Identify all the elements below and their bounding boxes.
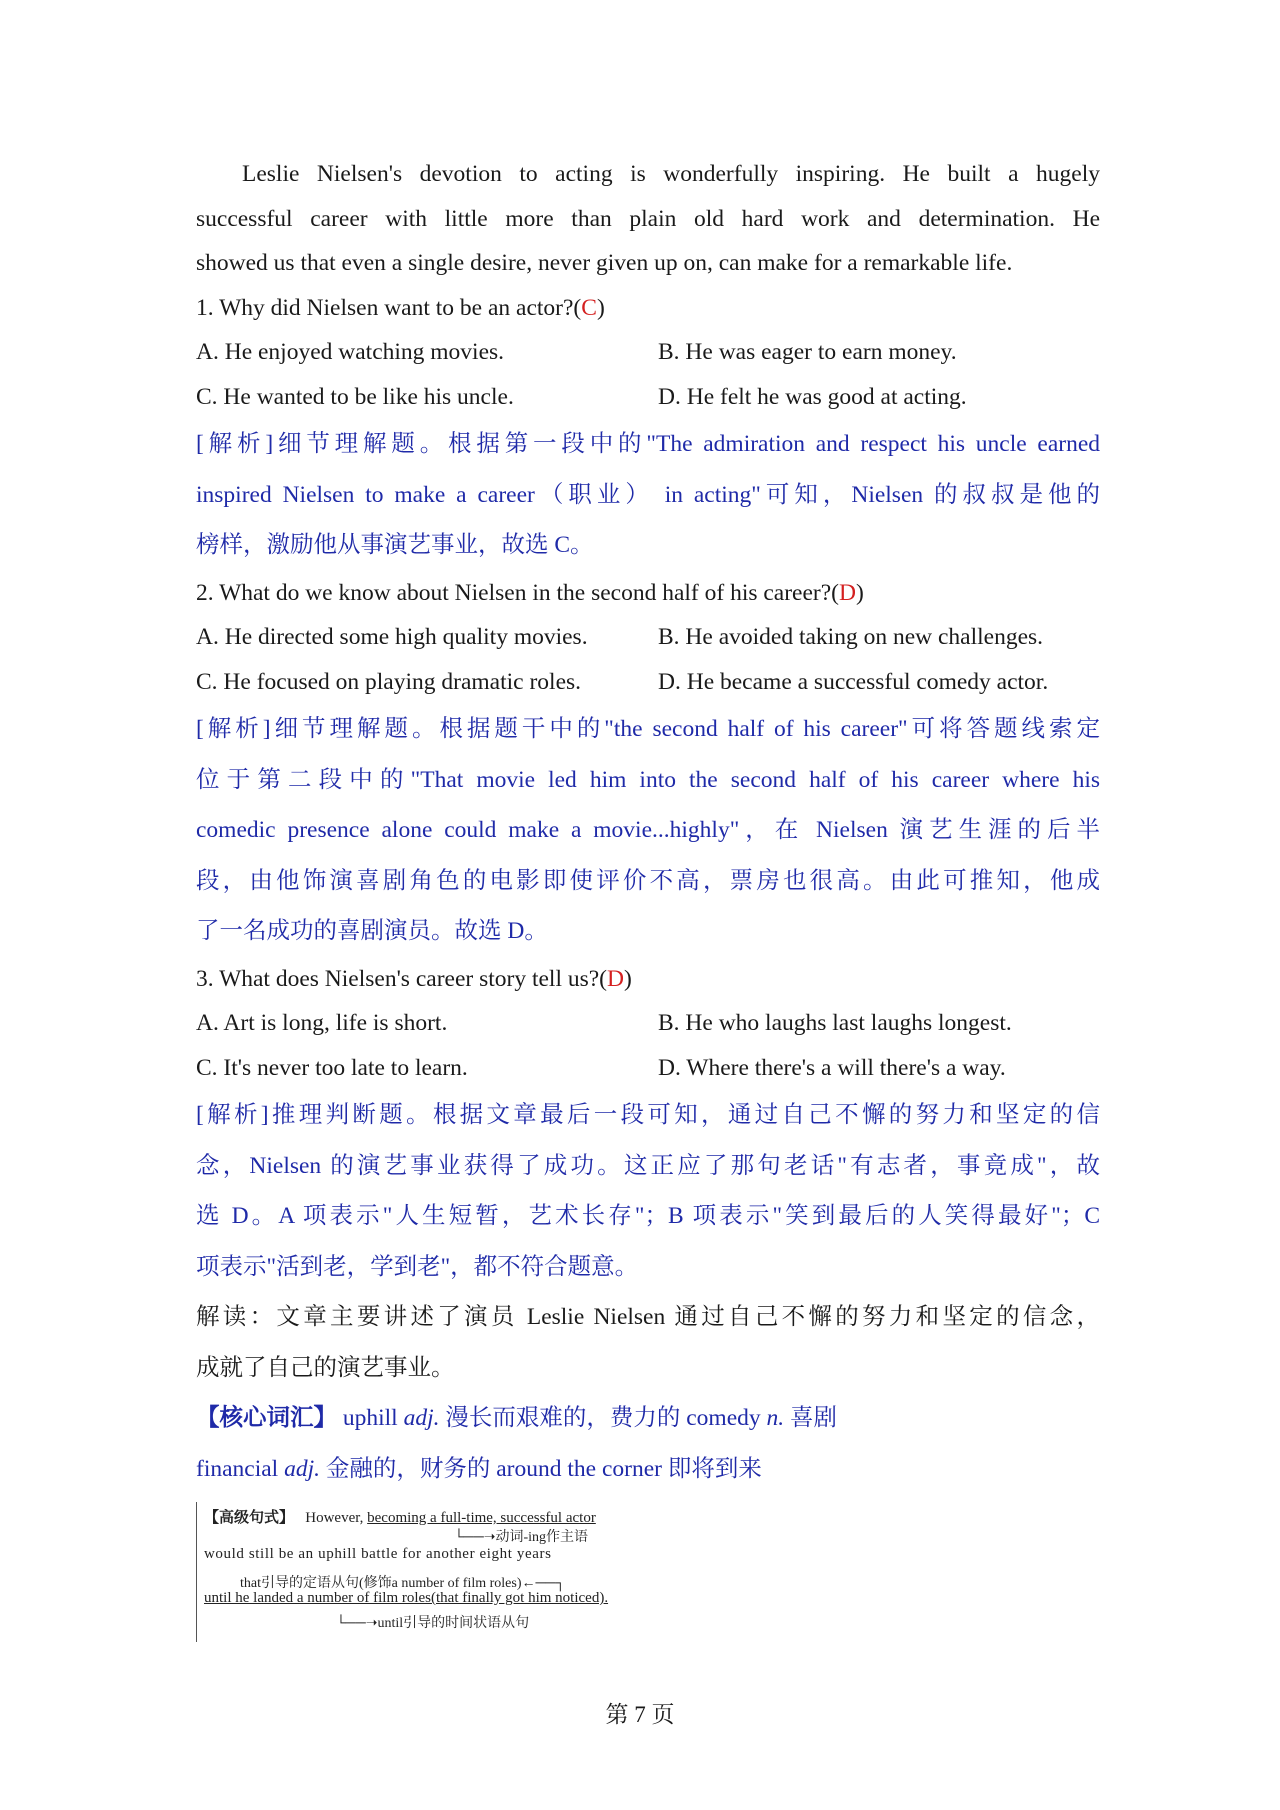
option-a: A. He directed some high quality movies.	[196, 624, 588, 650]
option-c: C. It's never too late to learn.	[196, 1054, 468, 1081]
option-b: B. He avoided taking on new challenges.	[658, 624, 1044, 650]
analysis-line: [解析]细节理解题。根据题干中的"the second half of his career"可将答题线索定	[196, 716, 1100, 742]
option-d: D. Where there's a will there's a way.	[658, 1054, 1006, 1081]
option-b: B. He was eager to earn money.	[658, 339, 957, 365]
vocab-pos: n.	[766, 1405, 785, 1431]
analysis-line: 位于第二段中的"That movie led him into the second half of his career where his	[196, 766, 1100, 793]
question-1-analysis	[196, 419, 1100, 571]
analysis-line: [解析]细节理解题。根据第一段中的"The admiration and respect his uncle earned	[196, 431, 1100, 457]
question-2-analysis	[196, 704, 1100, 957]
grammar-note-1: └──➝动词-ing作主语	[454, 1530, 589, 1545]
vocab-word: financial	[196, 1455, 279, 1482]
option-d: D. He felt he was good at acting.	[658, 383, 967, 410]
summary-line: 成就了自己的演艺事业。	[196, 1354, 455, 1381]
passage-line-1: Leslie Nielsen's devotion to acting is wonderfully inspiring. He built a hugely	[242, 161, 1100, 187]
vocab-tag: 【核心词汇】	[196, 1405, 337, 1431]
vocab-word: comedy	[686, 1405, 761, 1431]
grammar-line-3: until he landed a number of film roles(that finally got him noticed).	[204, 1590, 609, 1606]
option-a: A. Art is long, life is short.	[196, 1010, 448, 1036]
grammar-note-2: that引导的定语从句(修饰a number of film roles)←──┐	[240, 1576, 566, 1591]
vocab-pos: adj.	[403, 1405, 440, 1431]
question-3-stem: 3. What does Nielsen's career story tell us?(D)	[196, 965, 632, 992]
analysis-line: 项表示"活到老，学到老"，都不符合题意。	[196, 1253, 639, 1280]
summary	[196, 1292, 1100, 1393]
question-1-options-row-1	[196, 330, 1100, 375]
question-3-answer: D	[607, 965, 624, 992]
analysis-line: 选 D。A 项表示"人生短暂，艺术长存"；B 项表示"笑到最后的人笑得最好"；C	[196, 1203, 1100, 1229]
option-c: C. He wanted to be like his uncle.	[196, 383, 514, 410]
analysis-line: comedic presence alone could make a movie...highly"，在 Nielsen 演艺生涯的后半	[196, 817, 1100, 843]
grammar-tag: 【高级句式】	[204, 1508, 295, 1526]
vocab-meaning: 金融的，财务的	[325, 1455, 491, 1482]
question-2-options-row-2	[196, 660, 1100, 705]
vocab-line-2	[196, 1444, 1100, 1495]
question-1-options-row-2	[196, 375, 1100, 420]
page-number: 第 7 页	[605, 1702, 675, 1727]
content-area	[196, 152, 1100, 1494]
vocab-meaning: 漫长而艰难的，费力的	[445, 1405, 681, 1431]
analysis-line: 了一名成功的喜剧演员。故选 D。	[196, 918, 548, 944]
option-b: B. He who laughs last laughs longest.	[658, 1010, 1012, 1036]
passage-line-3: showed us that even a single desire, never given up on, can make for a remarkable life.	[196, 250, 1013, 276]
question-1-stem: 1. Why did Nielsen want to be an actor?(C)	[196, 294, 605, 321]
grammar-left-rule	[196, 1502, 197, 1642]
question-3-analysis	[196, 1090, 1100, 1292]
analysis-line: inspired Nielsen to make a career（职业） in acting"可知，Nielsen 的叔叔是他的	[196, 481, 1100, 508]
option-a: A. He enjoyed watching movies.	[196, 339, 505, 365]
question-1-answer: C	[581, 294, 597, 321]
vocab-word: uphill	[342, 1405, 398, 1431]
grammar-figure	[196, 1502, 756, 1642]
grammar-line-1: 【高级句式】 However, becoming a full-time, successful actor	[204, 1508, 596, 1526]
analysis-line: [解析]推理判断题。根据文章最后一段可知，通过自己不懈的努力和坚定的信	[196, 1102, 1100, 1128]
summary-line: 解读：文章主要讲述了演员 Leslie Nielsen 通过自己不懈的努力和坚定的信念，	[196, 1304, 1100, 1330]
question-3-options-row-1	[196, 1001, 1100, 1046]
vocab-line-1	[196, 1393, 1100, 1444]
option-d: D. He became a successful comedy actor.	[658, 668, 1049, 695]
vocab-word: around the corner	[496, 1455, 662, 1482]
analysis-line: 段，由他饰演喜剧角色的电影即使评价不高，票房也很高。由此可推知，他成	[196, 867, 1100, 894]
vocab-meaning: 喜剧	[790, 1405, 838, 1431]
vocab-section	[196, 1393, 1100, 1494]
grammar-note-3: └──➝until引导的时间状语从句	[336, 1616, 530, 1631]
question-2-stem: 2. What do we know about Nielsen in the second half of his career?(D)	[196, 579, 864, 606]
grammar-line-2: would still be an uphill battle for another eight years	[204, 1546, 552, 1562]
vocab-meaning: 即将到来	[667, 1455, 762, 1482]
question-3-options-row-2	[196, 1046, 1100, 1091]
analysis-line: 榜样，激励他从事演艺事业，故选 C。	[196, 532, 594, 558]
question-2-answer: D	[839, 579, 856, 606]
option-c: C. He focused on playing dramatic roles.	[196, 668, 582, 695]
vocab-pos: adj.	[284, 1455, 320, 1482]
question-2-options-row-1	[196, 615, 1100, 660]
passage-line-2: successful career with little more than plain old hard work and determination. He	[196, 205, 1100, 232]
analysis-line: 念，Nielsen 的演艺事业获得了成功。这正应了那句老话"有志者，事竟成"，故	[196, 1152, 1100, 1179]
